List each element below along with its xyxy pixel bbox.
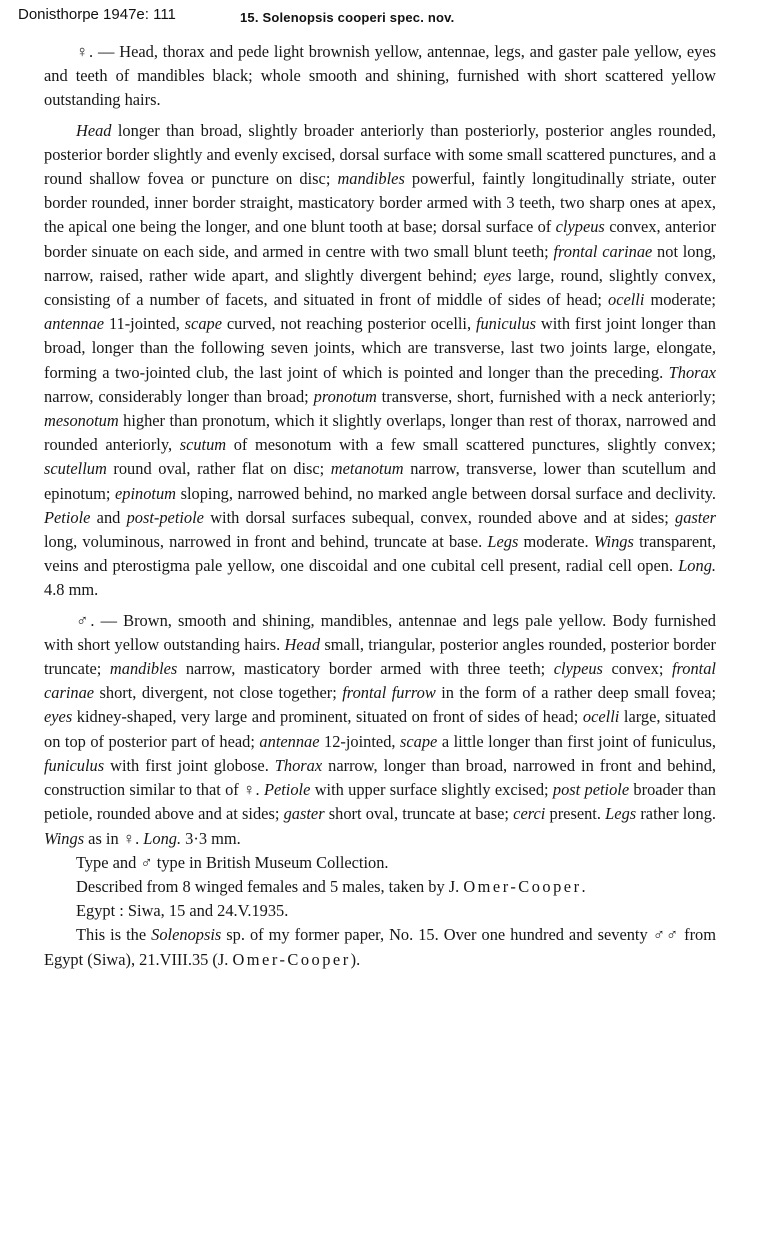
female-description-paragraph: Head longer than broad, slightly broader anteriorly than posteriorly, posterior angles rounded, posterior border slightly and evenly excised, dorsal surface with some small scattered punctures, and a round shallow fovea or puncture on disc; mandibles powerful, faintly longitudinally striate, outer border rounded, inner border straight, masticatory border armed with 3 teeth, two sharp ones at apex, the apical one being the longer, and one blunt tooth at base; dorsal surface of clypeus convex, anterior border sinuate on each side, and armed in centre with two small blunt teeth; frontal carinae not long, narrow, raised, rather wide apart, and slightly divergent behind; eyes large, round, slightly convex, consisting of a number of facets, and situated in front of middle of sides of head; ocelli moderate; antennae 11-jointed, scape curved, not reaching posterior ocelli, funiculus with first joint longer than broad, longer than the following seven joints, which are transverse, last two joints large, elongate, forming a two-jointed club, the last joint of which is pointed and longer than the preceding. Thorax narrow, considerably longer than broad; pronotum transverse, short, furnished with a neck anteriorly; mesonotum higher than pronotum, which it slightly overlaps, longer than rest of thorax, narrowed and rounded anteriorly, scutum of mesonotum with a few small scattered punctures, slightly convex; scutellum round oval, rather flat on disc; metanotum narrow, transverse, lower than scutellum and epinotum; epinotum sloping, narrowed behind, no marked angle between dorsal surface and declivity. Petiole and post-petiole with dorsal surfaces subequal, convex, rounded above and at sides; gaster long, voluminous, narrowed in front and behind, truncate at base. Legs moderate. Wings transparent, veins and pterostigma pale yellow, one discoidal and one cubital cell present, radial cell open. Long. 4.8 mm. bbox=[44, 120, 716, 600]
remarks-paragraph: This is the Solenopsis sp. of my former paper, No. 15. Over one hundred and seventy ♂♂ from Egypt (Siwa), 21.VIII.35 (J. Omer-Cooper). bbox=[44, 925, 717, 969]
male-description-paragraph: ♂. — Brown, smooth and shining, mandibles, antennae and legs pale yellow. Body furnished with short yellow outstanding hairs. Head small, triangular, posterior angles rounded, posterior border truncate; mandibles narrow, masticatory border armed with three teeth; clypeus convex; frontal carinae short, divergent, not close together; frontal furrow in the form of a rather deep small fovea; eyes kidney-shaped, very large and prominent, situated on front of sides of head; ocelli large, situated on top of posterior part of head; antennae 12-jointed, scape a little longer than first joint of funiculus, funiculus with first joint globose. Thorax narrow, longer than broad, narrowed in front and behind, construction similar to that of ♀. Petiole with upper surface slightly excised; post petiole broader than petiole, rounded above and at sides; gaster short oval, truncate at base; cerci present. Legs rather long. Wings as in ♀. Long. 3·3 mm. bbox=[44, 610, 717, 848]
female-intro-paragraph: ♀. — Head, thorax and pede light brownish yellow, antennae, legs, and gaster pale yellow, eyes and teeth of mandibles black; whole smooth and shining, furnished with short scattered yellow outstanding hairs. bbox=[44, 42, 716, 110]
species-title: 15. Solenopsis cooperi spec. nov. bbox=[240, 10, 455, 25]
type-depository-line: Type and ♂ type in British Museum Collection. bbox=[76, 852, 389, 872]
material-examined-paragraph: Described from 8 winged females and 5 males, taken by J. Omer-Cooper. bbox=[76, 876, 586, 896]
description-body bbox=[44, 40, 716, 972]
source-reference: Donisthorpe 1947e: 111 bbox=[18, 6, 176, 23]
locality-line: Egypt : Siwa, 15 and 24.V.1935. bbox=[76, 901, 289, 921]
